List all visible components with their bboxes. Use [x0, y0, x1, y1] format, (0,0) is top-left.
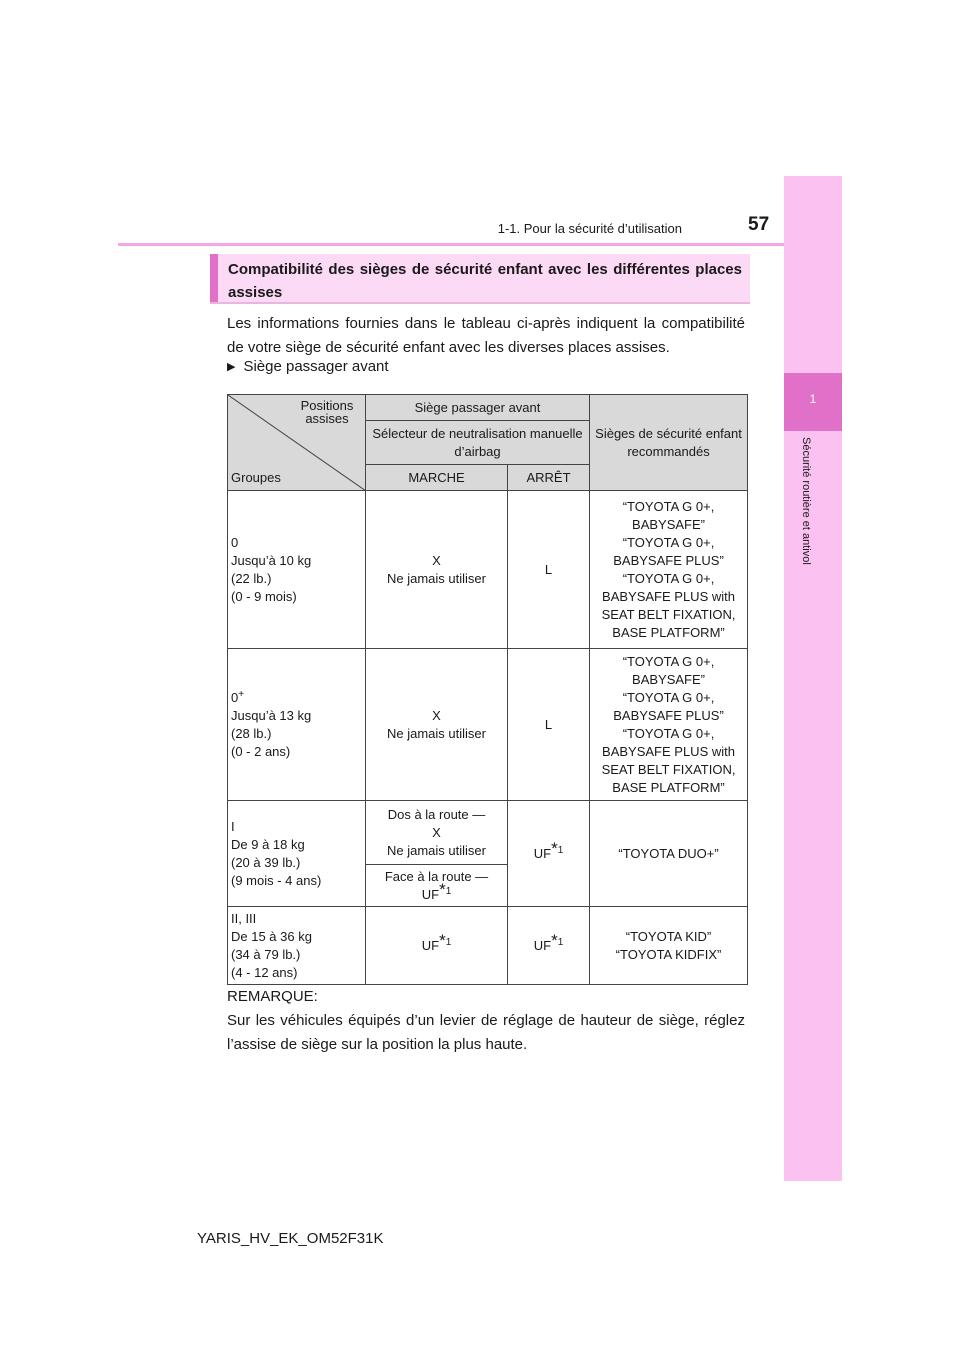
header-on: MARCHE — [366, 465, 508, 491]
on-rear-facing-cell: Dos à la route — X Ne jamais utiliser — [366, 801, 508, 865]
asterisk-icon: * — [439, 930, 446, 950]
group-cell: 0 Jusqu’à 10 kg (22 lb.) (0 - 9 mois) — [228, 491, 366, 649]
recommended-cell: “TOYOTA KID” “TOYOTA KIDFIX” — [590, 907, 748, 985]
page-number: 57 — [748, 214, 770, 235]
recommended-cell: “TOYOTA G 0+, BABYSAFE” “TOYOTA G 0+, BABYSAFE PLUS” “TOYOTA G 0+, BABYSAFE PLUS with SEAT BELT FIXATION, BASE PLATFORM” — [590, 491, 748, 649]
bullet-label: Siège passager avant — [243, 358, 389, 375]
group-cell: I De 9 à 18 kg (20 à 39 lb.) (9 mois - 4 ans) — [228, 801, 366, 907]
side-tab-label: Sécurité routière et antivol — [800, 437, 812, 565]
compatibility-table — [227, 394, 748, 985]
section-heading: Compatibilité des sièges de sécurité enfant avec les différentes places assises — [210, 254, 750, 302]
table-row — [228, 801, 748, 865]
group-cell: 0+ Jusqu’à 13 kg (28 lb.) (0 - 2 ans) — [228, 649, 366, 801]
table-row — [228, 649, 748, 801]
asterisk-icon: * — [439, 879, 446, 899]
header-off: ARRÊT — [508, 465, 590, 491]
side-tab-number: 1 — [809, 392, 817, 406]
asterisk-icon: * — [551, 930, 558, 950]
asterisk-icon: * — [551, 838, 558, 858]
off-cell: UF*$^1$ — [508, 801, 590, 907]
corner-label-positions: Positions assises — [300, 398, 354, 426]
remark-label: REMARQUE: — [227, 988, 318, 1005]
bullet-item — [227, 358, 389, 375]
corner-label-groups: Groupes — [231, 470, 281, 485]
header-airbag-switch: Sélecteur de neutralisation manuelle d’airbag — [366, 421, 590, 465]
off-cell: UF*$^1$ — [508, 907, 590, 985]
footer-manual-code: YARIS_HV_EK_OM52F31K — [197, 1230, 384, 1247]
off-cell: L — [508, 491, 590, 649]
header-front-seat: Siège passager avant — [366, 395, 590, 421]
header-recommended: Sièges de sécurité enfant recommandés — [590, 395, 748, 491]
table-row — [228, 491, 748, 649]
recommended-cell: “TOYOTA DUO+” — [590, 801, 748, 907]
on-forward-facing-cell: Face à la route — UF*$^1$ — [366, 865, 508, 907]
section-title: 1-1. Pour la sécurité d’utilisation — [497, 221, 682, 236]
intro-paragraph: Les informations fournies dans le tableau ci-après indiquent la compatibilité de votre siège de sécurité enfant avec les diverses places assises. — [227, 315, 745, 356]
header-rule — [118, 243, 840, 246]
table-row — [228, 907, 748, 985]
group-cell: II, III De 15 à 36 kg (34 à 79 lb.) (4 - 12 ans) — [228, 907, 366, 985]
off-cell: L — [508, 649, 590, 801]
on-cell: UF*$^1$ — [366, 907, 508, 985]
recommended-cell: “TOYOTA G 0+, BABYSAFE” “TOYOTA G 0+, BABYSAFE PLUS” “TOYOTA G 0+, BABYSAFE PLUS with SEAT BELT FIXATION, BASE PLATFORM” — [590, 649, 748, 801]
on-cell: X Ne jamais utiliser — [366, 649, 508, 801]
remark-block — [227, 985, 745, 1057]
table-corner-cell — [228, 395, 366, 491]
remark-text: Sur les véhicules équipés d’un levier de réglage de hauteur de siège, réglez l’assise de siège sur la position la plus haute. — [227, 1012, 745, 1053]
triangle-bullet-icon: ▶ — [227, 361, 236, 373]
on-cell: X Ne jamais utiliser — [366, 491, 508, 649]
side-tab — [784, 176, 842, 1181]
